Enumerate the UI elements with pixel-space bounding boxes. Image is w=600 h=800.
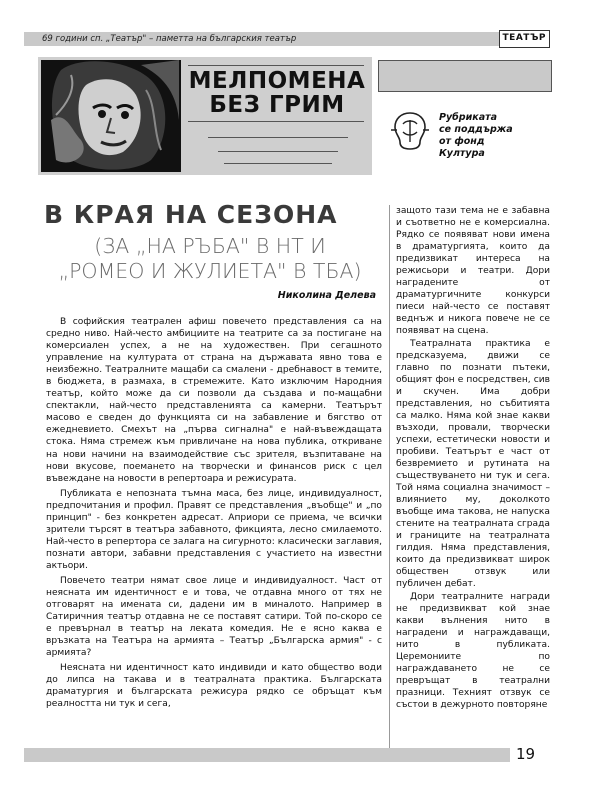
sponsor-note: Рубриката се поддържа от фонд Култура <box>439 112 513 159</box>
running-title: 69 години сп. „Театър" – паметта на българския театър <box>42 34 297 44</box>
article-right-column <box>396 205 550 711</box>
banner-rule <box>218 151 338 152</box>
paragraph: Театралната практика е предсказуема, движи се главно по познати пътеки, общият фон е посредствен, сив и скучен. Има добри представления, но събитията са малко. Няма кой знае какви възходи, провали, творчески успехи, естетически новости и пробиви. Театърът е част от безвремието и рутината на съществуването ни тук и сега. Той няма социална значимост – влиянието му, доколкото въобще има такова, не напуска стените на театралната сграда и границите на театралната гилдия. Няма представления, които да предизвикват широк обществен отзвук или публичен дебат. <box>396 338 550 590</box>
rubric-banner <box>38 57 372 175</box>
article-author: Николина Делева <box>277 290 376 301</box>
article-left-column <box>46 316 382 714</box>
culture-fund-logo-icon <box>389 110 431 152</box>
magazine-logo: ТЕАТЪР <box>499 30 550 48</box>
article-subtitle: (ЗА „НА РЪБА" В НТ И „РОМЕО И ЖУЛИЕТА" В ТБА) <box>58 234 362 283</box>
rubric-title <box>186 69 368 117</box>
header-bar <box>24 32 550 46</box>
paragraph: Повечето театри нямат свое лице и индивидуалност. Част от неясната им идентичност е и това, че отдавна много от тях не отговарят на имената си, дадени им в миналото. Например в Сатиричния театър отдавна не се поставят сатири. Той по-скоро се е превърнал в театър на леката комедия. Не е ясно каква е връзката на Театъра на армията – Театър „Българска армия" - с армията? <box>46 575 382 659</box>
banner-rule <box>208 137 348 138</box>
page-number: 19 <box>516 745 536 763</box>
portrait-drawing <box>41 60 181 172</box>
paragraph: Дори театралните награди не предизвикват кой знае какви вълнения нито в наградени и награждаващи, нито в публиката. Церемониите по награждаването не се превръщат в театрални празници. Техният отзвук се състои в дежурното повторяне <box>396 591 550 710</box>
paragraph: защото тази тема не е забавна и съответно не е комерсиална. Рядко се появяват нови имена в драматургията, които да предизвикат интереса на режисьори и театри. Дори наградените от драматургичните конкурси пиеси най-често се поставят веднъж и никога повече не се появяват на сцена. <box>396 206 550 337</box>
banner-rule <box>188 121 364 122</box>
banner-rule <box>188 65 364 66</box>
rubric-box <box>378 60 552 92</box>
paragraph: Публиката е непозната тъмна маса, без лице, индивидуалност, предпочитания и профил. Правят се представления „въобще" и „по принцип" - без конкретен адресат. Априори се приема, че всички зрители търсят в театъра забавното, фикцията, лесно смилаемото. Най-често в репертора се залага на сигурното: класически заглавия, познати автори, забавни представления с участието на известни актьори. <box>46 488 382 571</box>
banner-rule <box>224 163 332 164</box>
article-title: В КРАЯ НА СЕЗОНА <box>44 200 338 229</box>
portrait-image <box>41 60 181 172</box>
column-divider <box>389 205 390 751</box>
rubric-title-text: МЕЛПОМЕНА БЕЗ ГРИМ <box>188 68 366 118</box>
paragraph: Неясната ни идентичност като индивиди и като общество води до липса на такава и в театралната практика. Българската драматургия и българската режисура рядко се обръщат към реалността ни тук и сега, <box>46 663 382 710</box>
paragraph: В софийския театрален афиш повечето представления са на средно ниво. Най-често амбициите на театрите са за постигане на комерсиален успех, а не на художествен. При сегашното управление на културата от страна на държавата явно това е неизбежно. Театралните мащаби са смалени - дребнавост в темите, в бюджета, в размаха, в стремежите. Като изключим Народния театър, който може да си позволи да създава и по-мащабни спектакли, най-често представленията са камерни. Театърът масово е сведен до функцията си на забавление и бягство от ежедневието. Смехът на „първа сигнална" е най-въвеждащата стока. Няма стремеж към привличане на нова публика, откриване на нови начини на взаимодействие със зрителя, възпитаване на нови вкусове, поемането на творчески и финансов риск с цел въвеждане на новости в репертоара и режисурата. <box>46 317 382 484</box>
footer-bar <box>24 748 510 762</box>
